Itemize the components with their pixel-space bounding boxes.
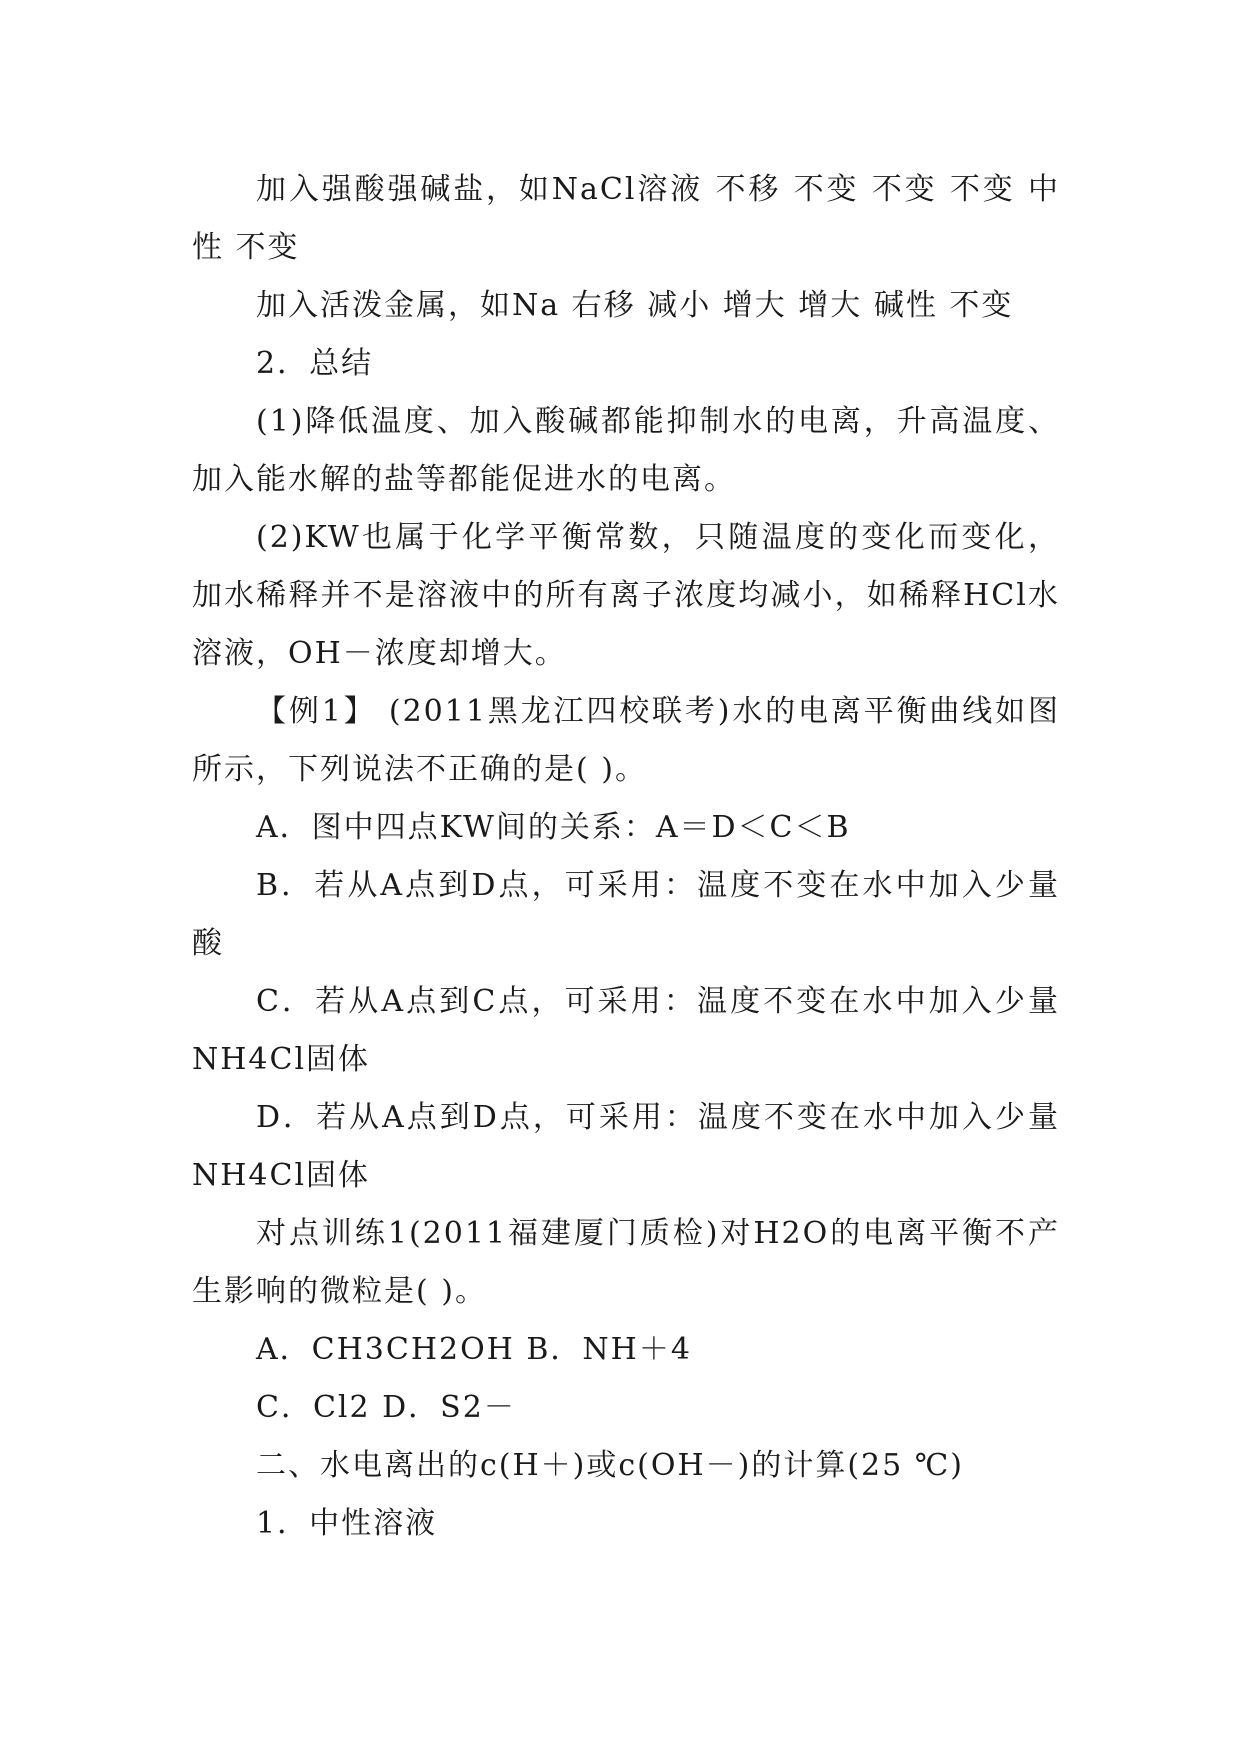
section-heading-2: 二、水电离出的c(H＋)或c(OH－)的计算(25 ℃): [256, 1448, 965, 1483]
paragraph-exercise-1: 对点训练1(2011福建厦门质检)对H2O的电离平衡不产生影响的微粒是( )。: [192, 1216, 1060, 1309]
paragraph-summary-2: (2)KW也属于化学平衡常数，只随温度的变化而变化，加水稀释并不是溶液中的所有离子浓度均减小，如稀释HCl水溶液，OH－浓度却增大。: [192, 520, 1060, 671]
option-a: A．图中四点KW间的关系：A＝D＜C＜B: [256, 810, 851, 845]
document-body: [192, 161, 1060, 1553]
option-b: B．若从A点到D点，可采用：温度不变在水中加入少量酸: [192, 868, 1060, 961]
option-d: D．若从A点到D点，可采用：温度不变在水中加入少量NH4Cl固体: [192, 1100, 1060, 1193]
exercise-options-cd: C．Cl2 D．S2－: [256, 1390, 516, 1425]
subsection-neutral-solution: 1．中性溶液: [256, 1506, 438, 1541]
paragraph-summary-1: (1)降低温度、加入酸碱都能抑制水的电离，升高温度、加入能水解的盐等都能促进水的电离。: [192, 404, 1060, 497]
paragraph-example-1: 【例1】 (2011黑龙江四校联考)水的电离平衡曲线如图所示，下列说法不正确的是( )。: [192, 694, 1060, 787]
paragraph-neutral-salt: 加入强酸强碱盐，如NaCl溶液 不移 不变 不变 不变 中性 不变: [192, 172, 1060, 265]
paragraph-summary-heading: 2．总结: [256, 346, 374, 381]
paragraph-active-metal: 加入活泼金属，如Na 右移 减小 增大 增大 碱性 不变: [256, 288, 1014, 323]
exercise-options-ab: A．CH3CH2OH B．NH＋4: [256, 1332, 692, 1367]
option-c: C．若从A点到C点，可采用：温度不变在水中加入少量NH4Cl固体: [192, 984, 1060, 1077]
